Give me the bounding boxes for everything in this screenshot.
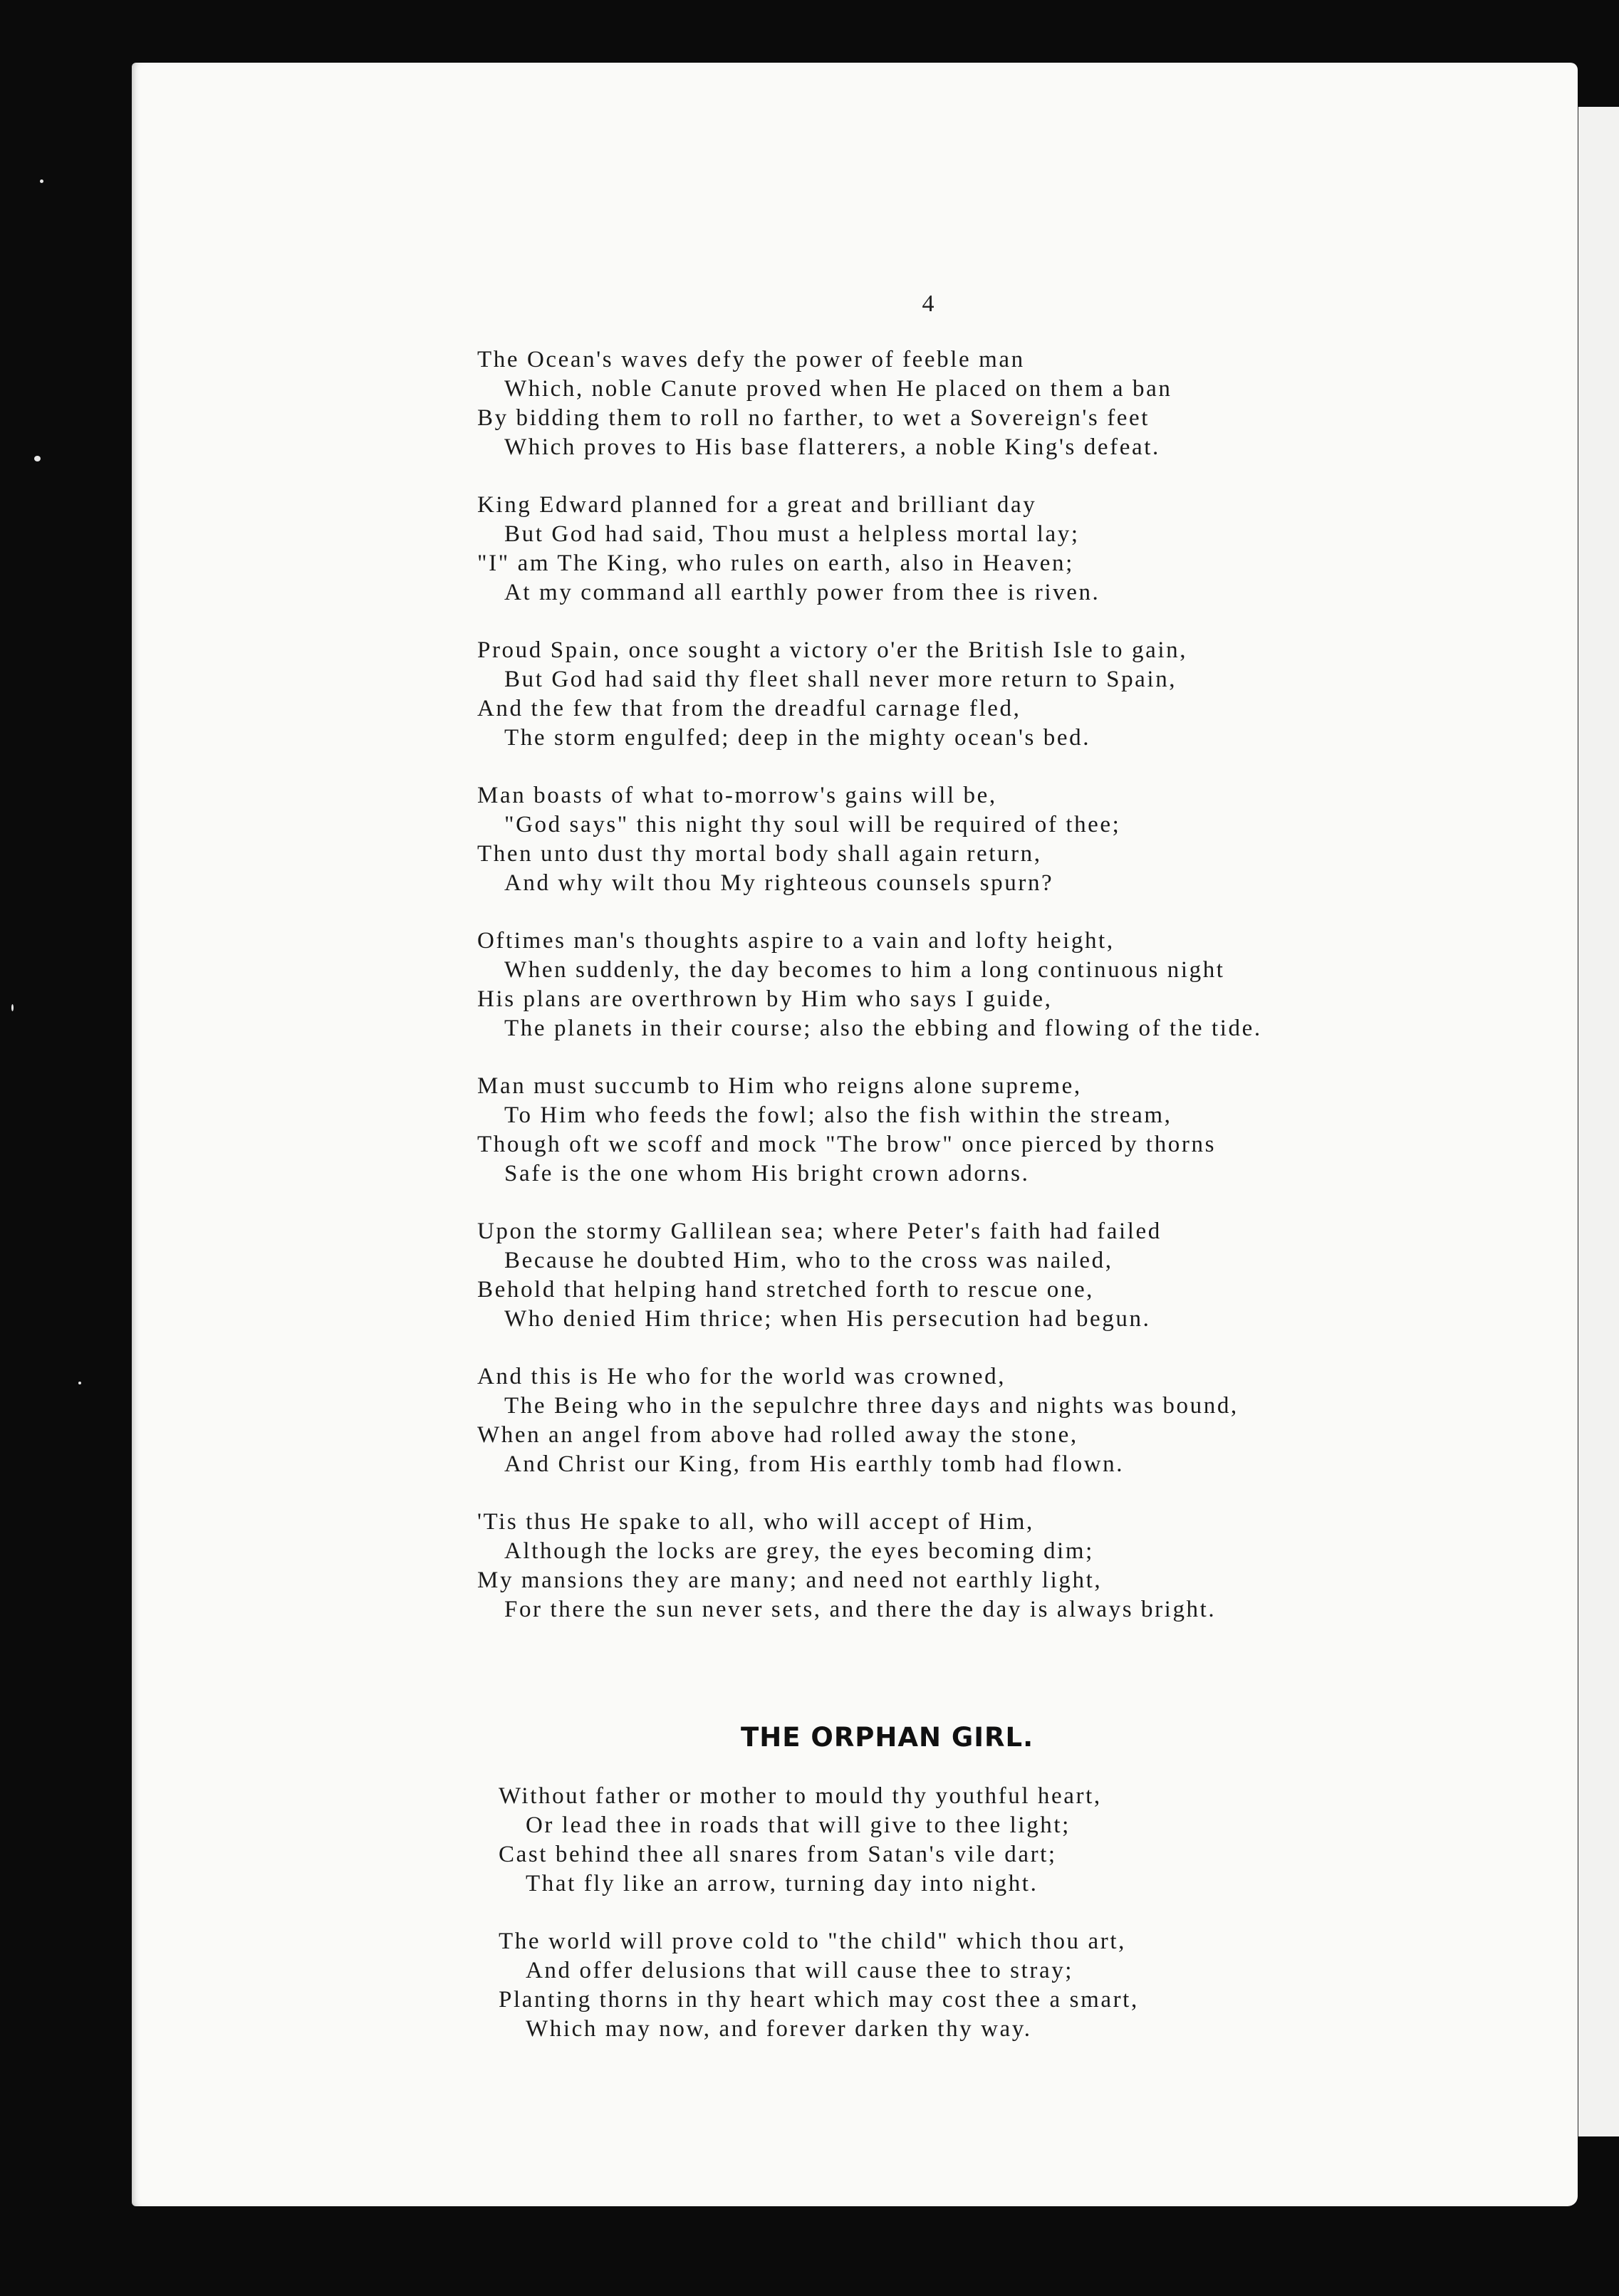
poem-line: Which proves to His base flatterers, a noble King's defeat. bbox=[504, 434, 1160, 460]
poem-stanza bbox=[477, 927, 1474, 1043]
page-number: 4 bbox=[922, 291, 935, 317]
poem-line: Cast behind thee all snares from Satan's vile dart; bbox=[499, 1842, 1057, 1867]
poem-line: "God says" this night thy soul will be required of thee; bbox=[504, 812, 1121, 837]
poem-line: The storm engulfed; deep in the mighty ocean's bed. bbox=[504, 725, 1091, 751]
poem-line: Although the locks are grey, the eyes becoming dim; bbox=[504, 1538, 1094, 1564]
poem-line: Man must succumb to Him who reigns alone supreme, bbox=[477, 1073, 1082, 1099]
poem-line: And Christ our King, from His earthly tomb had flown. bbox=[504, 1451, 1125, 1477]
poem-line: His plans are overthrown by Him who says I guide, bbox=[477, 986, 1053, 1012]
poem-line: But God had said thy fleet shall never more return to Spain, bbox=[504, 667, 1177, 692]
poem-stanza bbox=[477, 1508, 1474, 1624]
poem-line: The Ocean's waves defy the power of feeble man bbox=[477, 347, 1025, 372]
poem-stanza bbox=[499, 1782, 1425, 1899]
scan-speck bbox=[40, 179, 43, 183]
poem-title: THE ORPHAN GIRL. bbox=[741, 1722, 1034, 1753]
poem-line: "I" am The King, who rules on earth, also in Heaven; bbox=[477, 550, 1074, 576]
poem-line: Man boasts of what to-morrow's gains will be, bbox=[477, 783, 997, 808]
poem-line: And this is He who for the world was crowned, bbox=[477, 1364, 1006, 1389]
poem-line: Because he doubted Him, who to the cross was nailed, bbox=[504, 1248, 1113, 1273]
poem-line: By bidding them to roll no farther, to wet a Sovereign's feet bbox=[477, 405, 1150, 431]
poem-line: The world will prove cold to "the child" which thou art, bbox=[499, 1929, 1126, 1954]
poem-line: Which may now, and forever darken thy way. bbox=[526, 2016, 1032, 2042]
poem-line: When suddenly, the day becomes to him a long continuous night bbox=[504, 957, 1225, 983]
poem-line: And the few that from the dreadful carnage fled, bbox=[477, 696, 1021, 721]
poem-line: Behold that helping hand stretched forth to rescue one, bbox=[477, 1277, 1095, 1303]
poem-line: Or lead thee in roads that will give to thee light; bbox=[526, 1812, 1071, 1838]
poem-line: 'Tis thus He spake to all, who will accept of Him, bbox=[477, 1509, 1034, 1535]
poem-line: Who denied Him thrice; when His persecution had begun. bbox=[504, 1306, 1151, 1332]
poem-line: That fly like an arrow, turning day into night. bbox=[526, 1871, 1038, 1896]
poem-stanza bbox=[477, 1217, 1474, 1334]
scan-speck bbox=[11, 1004, 14, 1011]
poem-line: Which, noble Canute proved when He placed on them a ban bbox=[504, 376, 1172, 402]
poem-line: Without father or mother to mould thy youthful heart, bbox=[499, 1783, 1102, 1809]
poem-stanza bbox=[499, 1927, 1425, 2044]
poem-line: To Him who feeds the fowl; also the fish within the stream, bbox=[504, 1102, 1172, 1128]
poem-stanza bbox=[477, 781, 1474, 898]
poem-line: But God had said, Thou must a helpless mortal lay; bbox=[504, 521, 1080, 547]
scan-speck bbox=[78, 1382, 81, 1384]
orphan-girl-poem bbox=[499, 1782, 1425, 2072]
poem-line: Proud Spain, once sought a victory o'er the British Isle to gain, bbox=[477, 637, 1188, 663]
poem-line: The planets in their course; also the ebbing and flowing of the tide. bbox=[504, 1016, 1262, 1041]
poem-stanza bbox=[477, 1072, 1474, 1189]
poem-line: And why wilt thou My righteous counsels spurn? bbox=[504, 870, 1054, 896]
poem-stanza bbox=[477, 636, 1474, 753]
poem-stanza bbox=[477, 491, 1474, 607]
poem-line: Planting thorns in thy heart which may cost thee a smart, bbox=[499, 1987, 1139, 2013]
poem bbox=[477, 345, 1474, 1653]
poem-line: The Being who in the sepulchre three days and nights was bound, bbox=[504, 1393, 1239, 1419]
poem-line: Oftimes man's thoughts aspire to a vain and lofty height, bbox=[477, 928, 1115, 954]
poem-line: Then unto dust thy mortal body shall again return, bbox=[477, 841, 1042, 867]
poem-line: My mansions they are many; and need not earthly light, bbox=[477, 1567, 1103, 1593]
poem-line: Upon the stormy Gallilean sea; where Peter's faith had failed bbox=[477, 1219, 1162, 1244]
poem-stanza bbox=[477, 1362, 1474, 1479]
poem-line: For there the sun never sets, and there the day is always bright. bbox=[504, 1597, 1217, 1622]
poem-line: At my command all earthly power from thee is riven. bbox=[504, 580, 1100, 605]
poem-line: And offer delusions that will cause thee to stray; bbox=[526, 1958, 1074, 1983]
poem-line: Safe is the one whom His bright crown adorns. bbox=[504, 1161, 1030, 1186]
adjacent-page-edge bbox=[1576, 107, 1619, 2136]
scan-speck bbox=[34, 456, 41, 461]
poem-line: King Edward planned for a great and brilliant day bbox=[477, 492, 1037, 518]
poem-line: Though oft we scoff and mock "The brow" once pierced by thorns bbox=[477, 1132, 1217, 1157]
poem-stanza bbox=[477, 345, 1474, 462]
poem-line: When an angel from above had rolled away the stone, bbox=[477, 1422, 1078, 1448]
